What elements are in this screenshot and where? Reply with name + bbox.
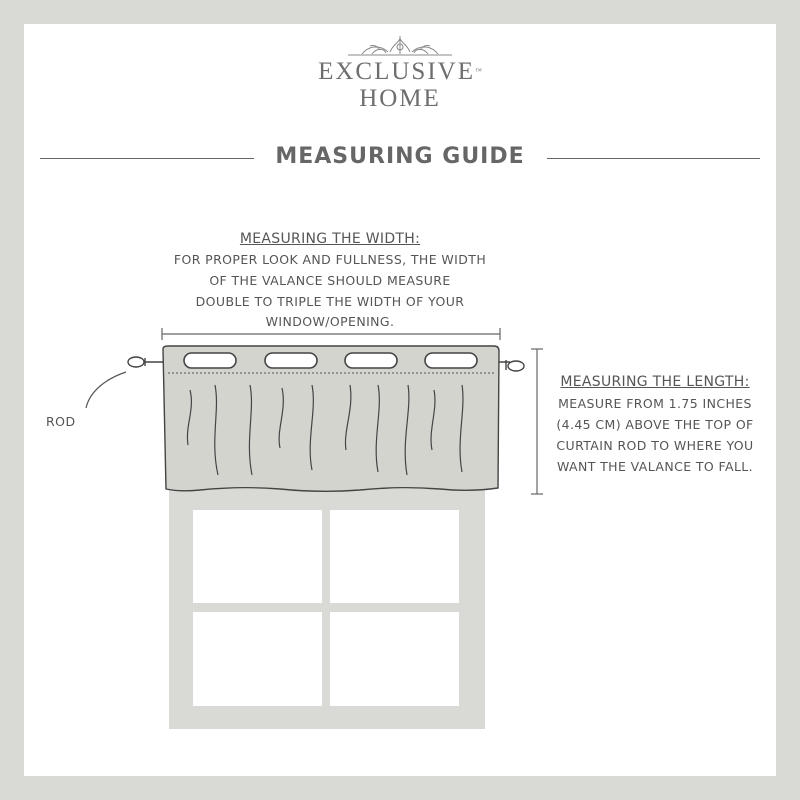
brand-line-1: EXCLUSIVE	[318, 58, 475, 85]
rod-label: ROD	[46, 414, 76, 429]
finial-icon	[508, 361, 524, 371]
length-text-line: CURTAIN ROD TO WHERE YOU	[556, 438, 754, 453]
valance-panel	[163, 346, 499, 491]
ornament-icon	[348, 36, 452, 55]
width-text-line: WINDOW/OPENING.	[265, 314, 395, 329]
length-text-line: MEASURE FROM 1.75 INCHES	[558, 396, 752, 411]
window	[169, 489, 485, 729]
length-heading: MEASURING THE LENGTH:	[560, 374, 750, 390]
width-text-line: DOUBLE TO TRIPLE THE WIDTH OF YOUR	[195, 294, 465, 309]
length-dimension	[531, 349, 543, 494]
width-text-line: FOR PROPER LOOK AND FULLNESS, THE WIDTH	[173, 252, 487, 267]
length-text-line: WANT THE VALANCE TO FALL.	[556, 459, 754, 474]
brand-line-2: HOME	[359, 85, 441, 112]
finial-icon	[128, 357, 144, 367]
width-dimension	[162, 328, 500, 340]
width-heading: MEASURING THE WIDTH:	[239, 231, 421, 247]
width-text-line: OF THE VALANCE SHOULD MEASURE	[209, 273, 451, 288]
rod-callout-line	[86, 372, 126, 408]
brand-trademark: ™	[475, 67, 482, 75]
length-text-line: (4.45 CM) ABOVE THE TOP OF	[556, 417, 754, 432]
page-title: MEASURING GUIDE	[275, 144, 525, 169]
